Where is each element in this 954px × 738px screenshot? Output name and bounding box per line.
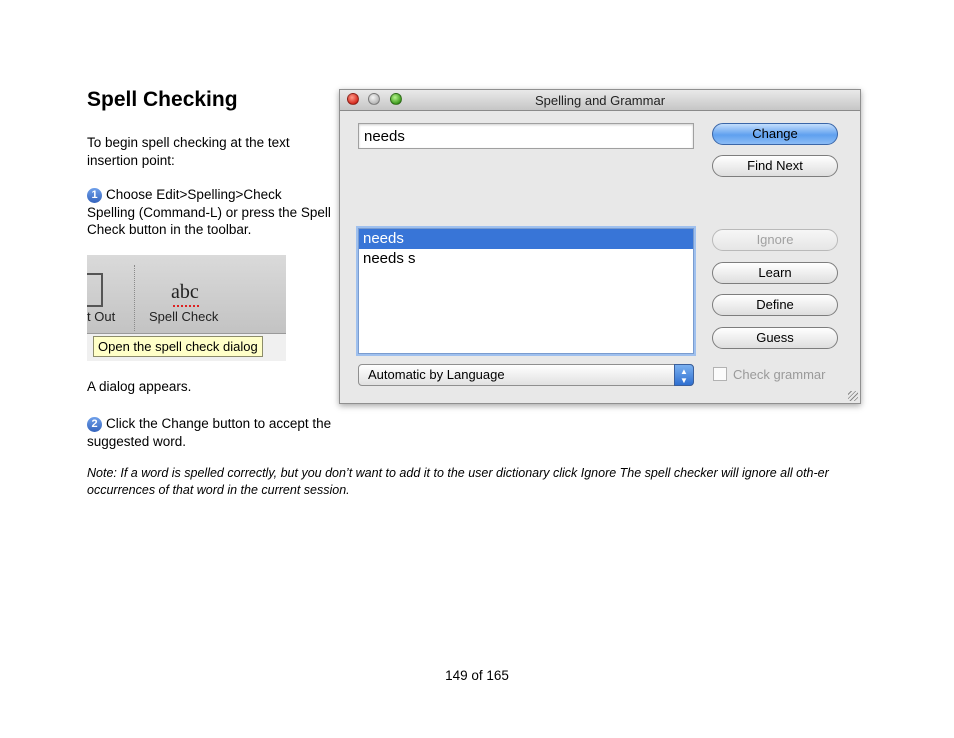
- language-select[interactable]: [358, 364, 694, 386]
- define-button[interactable]: Define: [712, 294, 838, 316]
- spell-check-button[interactable]: Spell Check: [149, 309, 219, 324]
- resize-grip-icon[interactable]: [848, 391, 858, 401]
- check-grammar-label: Check grammar: [733, 367, 826, 382]
- dialog-titlebar[interactable]: [340, 90, 860, 111]
- step-1-text: Choose Edit>Spelling>Check Spelling (Command-L) or press the Spell Check button in the toolbar.: [87, 187, 331, 237]
- guess-button[interactable]: Guess: [712, 327, 838, 349]
- list-item[interactable]: needs: [359, 229, 693, 249]
- toolbar-screenshot: [87, 255, 286, 361]
- find-next-button[interactable]: Find Next: [712, 155, 838, 177]
- note-text: Note: If a word is spelled correctly, but you don’t want to add it to the user dictionary click Ignore The spell checker will ignore all oth-er occurrences of that word in the current session.: [87, 466, 829, 497]
- strikeout-icon: [87, 273, 103, 307]
- step-2-text: Click the Change button to accept the suggested word.: [87, 416, 332, 449]
- check-grammar-option[interactable]: [713, 367, 825, 382]
- spelling-dialog: [339, 89, 861, 404]
- page-title: Spell Checking: [87, 88, 238, 111]
- dialog-title: Spelling and Grammar: [534, 93, 666, 108]
- step-2-badge-icon: 2: [87, 417, 102, 432]
- language-select-value: Automatic by Language: [368, 367, 505, 382]
- page-number: 149 of 165: [445, 668, 509, 683]
- change-button[interactable]: Change: [712, 123, 838, 145]
- step-2: [87, 415, 337, 450]
- toolbar-separator: [134, 265, 135, 331]
- guess-list[interactable]: [358, 228, 694, 354]
- ignore-button[interactable]: Ignore: [712, 229, 838, 251]
- learn-button[interactable]: Learn: [712, 262, 838, 284]
- list-item[interactable]: needs s: [363, 250, 416, 267]
- misspelled-word-field[interactable]: needs: [358, 123, 694, 149]
- intro-text: To begin spell checking at the text insertion point:: [87, 135, 290, 168]
- toolbar-partial-label: t Out: [87, 309, 116, 324]
- spell-check-tooltip: Open the spell check dialog: [93, 336, 263, 357]
- check-grammar-checkbox[interactable]: [713, 367, 727, 381]
- step-1: [87, 186, 332, 239]
- step-1-badge-icon: 1: [87, 188, 102, 203]
- spelling-squiggle-icon: [173, 303, 199, 307]
- spell-check-icon: abc: [171, 281, 199, 303]
- dialog-appears-text: A dialog appears.: [87, 379, 192, 394]
- updown-arrows-icon: ▲ ▼: [674, 364, 694, 386]
